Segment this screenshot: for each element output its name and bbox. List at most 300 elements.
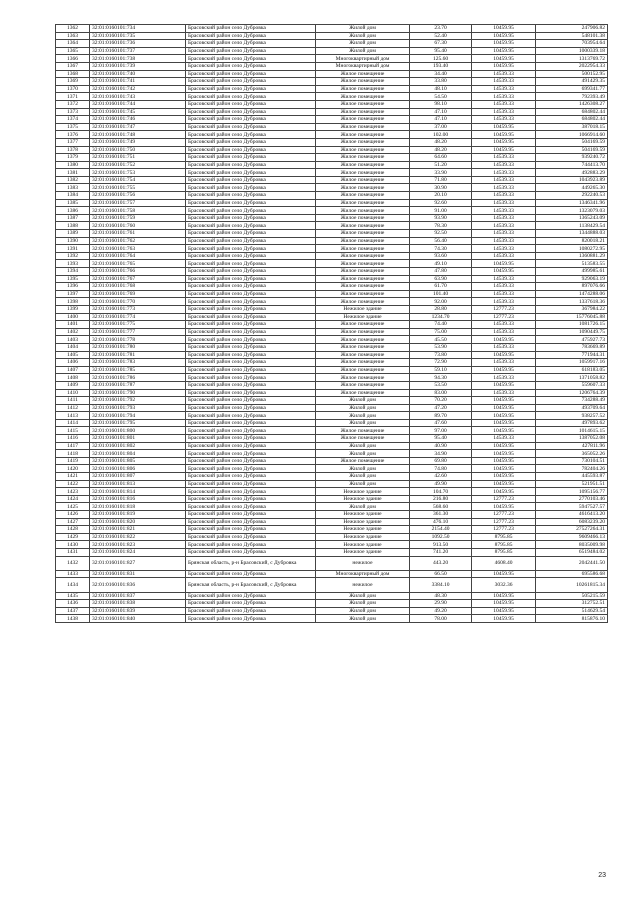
- cell-cadastral-number: 32:01:0160101:734: [90, 25, 186, 33]
- table-row: [56, 533, 608, 541]
- table-row: [56, 32, 608, 40]
- cell-object-type: Жилое помещение: [316, 245, 410, 253]
- cell-address: Брасовский район село Дубровка: [186, 131, 316, 139]
- cell-cadastral-number: 32:01:0160101:741: [90, 78, 186, 86]
- cell-cadastral-number: 32:01:0160101:753: [90, 169, 186, 177]
- cell-row-number: 1425: [56, 503, 90, 511]
- cell-row-number: 1398: [56, 298, 90, 306]
- table-row: [56, 161, 608, 169]
- table-row: [56, 290, 608, 298]
- table-row: [56, 607, 608, 615]
- cell-unit-value: 14539.33: [472, 290, 536, 298]
- cell-cadastral-number: 32:01:0160101:740: [90, 70, 186, 78]
- cell-unit-value: 10459.95: [472, 397, 536, 405]
- cell-object-type: Многоквартирный дом: [316, 55, 410, 63]
- cell-object-type: Жилое помещение: [316, 359, 410, 367]
- cell-unit-value: 14539.33: [472, 108, 536, 116]
- cell-row-number: 1405: [56, 351, 90, 359]
- cell-area: 104.70: [410, 488, 472, 496]
- cell-cadastral-number: 32:01:0160101:735: [90, 32, 186, 40]
- table-row: [56, 207, 608, 215]
- cell-cadastral-value: 505215.59: [536, 592, 608, 600]
- cell-cadastral-value: 499985.61: [536, 268, 608, 276]
- cell-row-number: 1388: [56, 222, 90, 230]
- cell-unit-value: 10459.95: [472, 615, 536, 623]
- cell-cadastral-value: 292240.53: [536, 192, 608, 200]
- cell-unit-value: 14539.33: [472, 154, 536, 162]
- cell-object-type: Жилое помещение: [316, 252, 410, 260]
- cell-object-type: Жилое помещение: [316, 214, 410, 222]
- cell-address: Брасовский район село Дубровка: [186, 192, 316, 200]
- table-row: [56, 503, 608, 511]
- cell-object-type: Жилое помещение: [316, 381, 410, 389]
- cell-cadastral-value: 513583.55: [536, 260, 608, 268]
- cell-row-number: 1364: [56, 40, 90, 48]
- cell-cadastral-value: 929063.19: [536, 275, 608, 283]
- cell-cadastral-value: 1138429.54: [536, 222, 608, 230]
- cell-cadastral-value: 504169.59: [536, 146, 608, 154]
- cell-address: Брасовский район село Дубровка: [186, 32, 316, 40]
- cell-address: Брасовский район село Дубровка: [186, 336, 316, 344]
- table-row: [56, 556, 608, 570]
- cell-unit-value: 10459.95: [472, 427, 536, 435]
- cell-object-type: Жилое помещение: [316, 237, 410, 245]
- cell-object-type: Жилое помещение: [316, 268, 410, 276]
- cell-unit-value: 14539.33: [472, 169, 536, 177]
- cell-row-number: 1429: [56, 533, 90, 541]
- cell-address: Брасовский район село Дубровка: [186, 511, 316, 519]
- cell-unit-value: 12777.23: [472, 305, 536, 313]
- cell-unit-value: 10459.95: [472, 419, 536, 427]
- cell-address: Брасовский район село Дубровка: [186, 397, 316, 405]
- cell-area: 70.20: [410, 397, 472, 405]
- cell-unit-value: 10459.95: [472, 366, 536, 374]
- table-row: [56, 442, 608, 450]
- cell-address: Брасовский район село Дубровка: [186, 108, 316, 116]
- cell-row-number: 1399: [56, 305, 90, 313]
- cell-cadastral-number: 32:01:0160101:755: [90, 184, 186, 192]
- table-row: [56, 85, 608, 93]
- cell-row-number: 1373: [56, 108, 90, 116]
- cell-unit-value: 14539.33: [472, 298, 536, 306]
- cell-cadastral-value: 684802.44: [536, 116, 608, 124]
- cell-cadastral-number: 32:01:0160101:760: [90, 222, 186, 230]
- cell-unit-value: 14539.33: [472, 100, 536, 108]
- cell-area: 34.90: [410, 450, 472, 458]
- table-row: [56, 47, 608, 55]
- cell-unit-value: 12777.23: [472, 518, 536, 526]
- cell-cadastral-number: 32:01:0160101:761: [90, 230, 186, 238]
- cell-cadastral-number: 32:01:0160101:778: [90, 336, 186, 344]
- cell-row-number: 1371: [56, 93, 90, 101]
- cell-row-number: 1394: [56, 268, 90, 276]
- cell-cadastral-number: 32:01:0160101:823: [90, 541, 186, 549]
- cell-address: Брасовский район село Дубровка: [186, 381, 316, 389]
- cell-cadastral-number: 32:01:0160101:757: [90, 199, 186, 207]
- cell-unit-value: 14539.33: [472, 389, 536, 397]
- cell-address: Брасовский район село Дубровка: [186, 419, 316, 427]
- cell-area: 73.80: [410, 351, 472, 359]
- cell-row-number: 1414: [56, 419, 90, 427]
- cell-unit-value: 10459.95: [472, 336, 536, 344]
- cell-address: Брасовский район село Дубровка: [186, 169, 316, 177]
- cell-cadastral-value: 445593.87: [536, 473, 608, 481]
- cell-cadastral-number: 32:01:0160101:754: [90, 176, 186, 184]
- cell-address: Брасовский район село Дубровка: [186, 116, 316, 124]
- cell-area: 71.80: [410, 176, 472, 184]
- cell-cadastral-number: 32:01:0160101:840: [90, 615, 186, 623]
- cell-object-type: Жилой дом: [316, 592, 410, 600]
- table-row: [56, 116, 608, 124]
- cell-area: 47.10: [410, 108, 472, 116]
- table-row: [56, 592, 608, 600]
- cell-object-type: Нежилое здание: [316, 488, 410, 496]
- cell-area: 78.30: [410, 222, 472, 230]
- cell-unit-value: 10459.95: [472, 412, 536, 420]
- cell-cadastral-number: 32:01:0160101:752: [90, 161, 186, 169]
- cell-object-type: Нежилое здание: [316, 541, 410, 549]
- cell-object-type: Жилое помещение: [316, 131, 410, 139]
- cell-unit-value: 10459.95: [472, 607, 536, 615]
- cell-cadastral-value: 5947527.57: [536, 503, 608, 511]
- cell-cadastral-number: 32:01:0160101:790: [90, 389, 186, 397]
- cell-area: 42.60: [410, 473, 472, 481]
- cell-row-number: 1416: [56, 435, 90, 443]
- cell-area: 75.00: [410, 328, 472, 336]
- cell-object-type: Жилой дом: [316, 615, 410, 623]
- cell-object-type: Жилой дом: [316, 442, 410, 450]
- cell-row-number: 1374: [56, 116, 90, 124]
- table-row: [56, 578, 608, 592]
- cell-unit-value: 10459.95: [472, 457, 536, 465]
- cell-unit-value: 10459.95: [472, 47, 536, 55]
- cell-cadastral-number: 32:01:0160101:781: [90, 351, 186, 359]
- cell-cadastral-number: 32:01:0160101:762: [90, 237, 186, 245]
- cell-address: Брасовский район село Дубровка: [186, 321, 316, 329]
- cell-cadastral-value: 771944.31: [536, 351, 608, 359]
- cell-cadastral-number: 32:01:0160101:807: [90, 473, 186, 481]
- table-row: [56, 359, 608, 367]
- cell-area: 67.30: [410, 40, 472, 48]
- cell-row-number: 1415: [56, 427, 90, 435]
- table-row: [56, 108, 608, 116]
- cell-row-number: 1422: [56, 480, 90, 488]
- cell-unit-value: 14539.33: [472, 359, 536, 367]
- cell-unit-value: 3032.36: [472, 578, 536, 592]
- cell-address: Брасовский район село Дубровка: [186, 78, 316, 86]
- cell-cadastral-number: 32:01:0160101:774: [90, 313, 186, 321]
- cell-cadastral-value: 1014615.15: [536, 427, 608, 435]
- cell-address: Брасовский район село Дубровка: [186, 607, 316, 615]
- cell-area: 93.90: [410, 214, 472, 222]
- cell-cadastral-value: 27527264.31: [536, 526, 608, 534]
- cell-object-type: Жилое помещение: [316, 138, 410, 146]
- cell-cadastral-number: 32:01:0160101:827: [90, 556, 186, 570]
- cell-object-type: Нежилое здание: [316, 533, 410, 541]
- cell-cadastral-value: 699341.77: [536, 85, 608, 93]
- cell-unit-value: 14539.33: [472, 237, 536, 245]
- cell-area: 59.10: [410, 366, 472, 374]
- cell-row-number: 1408: [56, 374, 90, 382]
- cell-cadastral-value: 1059917.16: [536, 359, 608, 367]
- table-row: [56, 222, 608, 230]
- cell-object-type: Жилое помещение: [316, 427, 410, 435]
- cell-row-number: 1400: [56, 313, 90, 321]
- table-row: [56, 192, 608, 200]
- cell-unit-value: 10459.95: [472, 473, 536, 481]
- cell-cadastral-number: 32:01:0160101:737: [90, 47, 186, 55]
- cell-unit-value: 10459.95: [472, 131, 536, 139]
- cell-object-type: Жилое помещение: [316, 154, 410, 162]
- cell-address: Брасовский район село Дубровка: [186, 541, 316, 549]
- cell-row-number: 1437: [56, 607, 90, 615]
- cell-cadastral-value: 504169.59: [536, 138, 608, 146]
- cell-cadastral-number: 32:01:0160101:805: [90, 457, 186, 465]
- cell-cadastral-value: 792393.49: [536, 93, 608, 101]
- table-row: [56, 78, 608, 86]
- cell-row-number: 1430: [56, 541, 90, 549]
- cell-unit-value: 14539.33: [472, 222, 536, 230]
- cell-cadastral-number: 32:01:0160101:837: [90, 592, 186, 600]
- cell-cadastral-number: 32:01:0160101:819: [90, 511, 186, 519]
- cell-address: Брасовский район село Дубровка: [186, 518, 316, 526]
- cell-unit-value: 10459.95: [472, 146, 536, 154]
- cell-row-number: 1379: [56, 154, 90, 162]
- cell-object-type: Нежилое здание: [316, 313, 410, 321]
- cell-cadastral-number: 32:01:0160101:739: [90, 62, 186, 70]
- cell-address: Брасовский район село Дубровка: [186, 548, 316, 556]
- cell-cadastral-number: 32:01:0160101:770: [90, 298, 186, 306]
- cell-area: 48.20: [410, 138, 472, 146]
- cell-cadastral-value: 1066914.60: [536, 131, 608, 139]
- cell-unit-value: 10459.95: [472, 381, 536, 389]
- cell-area: 52.40: [410, 32, 472, 40]
- cell-cadastral-value: 387018.15: [536, 123, 608, 131]
- cell-area: 2154.40: [410, 526, 472, 534]
- cell-cadastral-value: 1346341.96: [536, 199, 608, 207]
- cell-cadastral-number: 32:01:0160101:764: [90, 252, 186, 260]
- cell-object-type: Жилой дом: [316, 404, 410, 412]
- cell-address: Брасовский район село Дубровка: [186, 222, 316, 230]
- cell-cadastral-value: 938257.52: [536, 412, 608, 420]
- cell-area: 61.70: [410, 283, 472, 291]
- cell-object-type: Жилой дом: [316, 450, 410, 458]
- cell-unit-value: 10459.95: [472, 351, 536, 359]
- cell-address: Брасовский район село Дубровка: [186, 252, 316, 260]
- cell-cadastral-value: 449265.30: [536, 184, 608, 192]
- cell-cadastral-value: 6519484.02: [536, 548, 608, 556]
- cell-unit-value: 14539.33: [472, 252, 536, 260]
- cell-object-type: Жилой дом: [316, 600, 410, 608]
- cell-cadastral-number: 32:01:0160101:745: [90, 108, 186, 116]
- cell-row-number: 1421: [56, 473, 90, 481]
- cell-area: 51.20: [410, 161, 472, 169]
- cell-row-number: 1435: [56, 592, 90, 600]
- page-number: 23: [598, 872, 606, 879]
- cell-area: 48.20: [410, 146, 472, 154]
- cell-object-type: Жилой дом: [316, 412, 410, 420]
- cell-address: Брянская область, р-н Брасовский, с Дубровка: [186, 556, 316, 570]
- cell-row-number: 1383: [56, 184, 90, 192]
- cell-object-type: Жилой дом: [316, 25, 410, 33]
- cell-unit-value: 8795.85: [472, 548, 536, 556]
- cell-address: Брасовский район село Дубровка: [186, 412, 316, 420]
- table-row: [56, 93, 608, 101]
- cell-address: Брасовский район село Дубровка: [186, 328, 316, 336]
- cell-cadastral-value: 427811.96: [536, 442, 608, 450]
- cell-area: 125.60: [410, 55, 472, 63]
- cell-cadastral-number: 32:01:0160101:792: [90, 397, 186, 405]
- cell-cadastral-value: 6083239.20: [536, 518, 608, 526]
- cell-cadastral-value: 4616413.20: [536, 511, 608, 519]
- cell-object-type: Многоквартирный дом: [316, 570, 410, 578]
- cell-address: Брасовский район село Дубровка: [186, 450, 316, 458]
- cell-cadastral-value: 1095156.77: [536, 488, 608, 496]
- cell-row-number: 1401: [56, 321, 90, 329]
- cell-area: 47.80: [410, 268, 472, 276]
- cell-cadastral-number: 32:01:0160101:743: [90, 93, 186, 101]
- table-row: [56, 70, 608, 78]
- cell-area: 54.50: [410, 93, 472, 101]
- cell-cadastral-value: 703954.64: [536, 40, 608, 48]
- cell-row-number: 1397: [56, 290, 90, 298]
- cell-unit-value: 14539.33: [472, 374, 536, 382]
- cell-cadastral-value: 475927.73: [536, 336, 608, 344]
- cell-address: Брасовский район село Дубровка: [186, 615, 316, 623]
- cell-object-type: Жилое помещение: [316, 298, 410, 306]
- cell-address: Брасовский район село Дубровка: [186, 245, 316, 253]
- table-row: [56, 184, 608, 192]
- cell-object-type: Жилое помещение: [316, 290, 410, 298]
- cell-row-number: 1385: [56, 199, 90, 207]
- cell-object-type: Жилой дом: [316, 473, 410, 481]
- cell-row-number: 1392: [56, 252, 90, 260]
- cell-area: 34.40: [410, 70, 472, 78]
- cell-unit-value: 14539.33: [472, 85, 536, 93]
- cell-address: Брасовский район село Дубровка: [186, 138, 316, 146]
- cell-unit-value: 14539.33: [472, 78, 536, 86]
- cell-row-number: 1382: [56, 176, 90, 184]
- cell-cadastral-value: 734288.49: [536, 397, 608, 405]
- cell-object-type: Жилое помещение: [316, 351, 410, 359]
- cell-row-number: 1372: [56, 100, 90, 108]
- cell-cadastral-number: 32:01:0160101:758: [90, 207, 186, 215]
- cell-area: 47.20: [410, 404, 472, 412]
- cell-address: Брасовский район село Дубровка: [186, 427, 316, 435]
- cell-object-type: Нежилое здание: [316, 511, 410, 519]
- cell-unit-value: 10459.95: [472, 32, 536, 40]
- cell-cadastral-number: 32:01:0160101:802: [90, 442, 186, 450]
- cell-area: 64.60: [410, 154, 472, 162]
- table-row: [56, 199, 608, 207]
- cell-object-type: Жилое помещение: [316, 275, 410, 283]
- cell-address: Брасовский район село Дубровка: [186, 465, 316, 473]
- cell-address: Брасовский район село Дубровка: [186, 343, 316, 351]
- cell-cadastral-value: 2770103.46: [536, 495, 608, 503]
- cell-object-type: Жилое помещение: [316, 161, 410, 169]
- cell-row-number: 1431: [56, 548, 90, 556]
- table-row: [56, 600, 608, 608]
- cell-cadastral-number: 32:01:0160101:822: [90, 533, 186, 541]
- table-row: [56, 55, 608, 63]
- cell-unit-value: 10459.95: [472, 25, 536, 33]
- table-row: [56, 305, 608, 313]
- table-row: [56, 237, 608, 245]
- cell-area: 47.10: [410, 116, 472, 124]
- table-row: [56, 480, 608, 488]
- cell-area: 53.90: [410, 343, 472, 351]
- cell-row-number: 1366: [56, 55, 90, 63]
- cell-address: Брасовский район село Дубровка: [186, 313, 316, 321]
- cell-row-number: 1412: [56, 404, 90, 412]
- cell-address: Брасовский район село Дубровка: [186, 570, 316, 578]
- cell-cadastral-value: 10261815.34: [536, 578, 608, 592]
- cell-area: 568.60: [410, 503, 472, 511]
- cell-cadastral-number: 32:01:0160101:814: [90, 488, 186, 496]
- cell-unit-value: 10459.95: [472, 480, 536, 488]
- cell-cadastral-value: 684802.44: [536, 108, 608, 116]
- table-row: [56, 473, 608, 481]
- table-row: [56, 526, 608, 534]
- cell-object-type: Жилое помещение: [316, 123, 410, 131]
- table-row: [56, 511, 608, 519]
- cell-address: Брасовский район село Дубровка: [186, 488, 316, 496]
- cell-cadastral-number: 32:01:0160101:821: [90, 526, 186, 534]
- cell-area: 3384.10: [410, 578, 472, 592]
- cell-area: 78.00: [410, 615, 472, 623]
- cell-row-number: 1434: [56, 578, 90, 592]
- cell-unit-value: 10459.95: [472, 404, 536, 412]
- cell-address: Брасовский район село Дубровка: [186, 404, 316, 412]
- cell-unit-value: 14539.33: [472, 275, 536, 283]
- cell-address: Брасовский район село Дубровка: [186, 275, 316, 283]
- cell-address: Брасовский район село Дубровка: [186, 290, 316, 298]
- cell-address: Брасовский район село Дубровка: [186, 62, 316, 70]
- cell-object-type: Многоквартирный дом: [316, 62, 410, 70]
- cell-row-number: 1438: [56, 615, 90, 623]
- cell-cadastral-value: 367984.22: [536, 305, 608, 313]
- cell-cadastral-number: 32:01:0160101:759: [90, 214, 186, 222]
- cell-row-number: 1426: [56, 511, 90, 519]
- cell-area: 92.60: [410, 199, 472, 207]
- cell-cadastral-number: 32:01:0160101:749: [90, 138, 186, 146]
- cell-cadastral-number: 32:01:0160101:775: [90, 321, 186, 329]
- table-row: [56, 275, 608, 283]
- cell-unit-value: 4608.40: [472, 556, 536, 570]
- table-row: [56, 495, 608, 503]
- cell-area: 49.20: [410, 607, 472, 615]
- cell-cadastral-value: 1474288.06: [536, 290, 608, 298]
- cell-cadastral-value: 1081726.15: [536, 321, 608, 329]
- cell-row-number: 1423: [56, 488, 90, 496]
- cell-row-number: 1428: [56, 526, 90, 534]
- table-row: [56, 283, 608, 291]
- table-row: [56, 450, 608, 458]
- cell-address: Брянская область, р-н Брасовский, с Дубровка: [186, 578, 316, 592]
- table-row: [56, 298, 608, 306]
- cell-area: 40.90: [410, 442, 472, 450]
- cell-cadastral-number: 32:01:0160101:838: [90, 600, 186, 608]
- cell-unit-value: 10459.95: [472, 450, 536, 458]
- cell-object-type: Жилое помещение: [316, 78, 410, 86]
- table-row: [56, 169, 608, 177]
- cell-unit-value: 10459.95: [472, 570, 536, 578]
- table-row: [56, 548, 608, 556]
- cell-cadastral-value: 782404.26: [536, 465, 608, 473]
- cell-unit-value: 10459.95: [472, 488, 536, 496]
- cell-cadastral-value: 548101.38: [536, 32, 608, 40]
- cell-cadastral-value: 514629.54: [536, 607, 608, 615]
